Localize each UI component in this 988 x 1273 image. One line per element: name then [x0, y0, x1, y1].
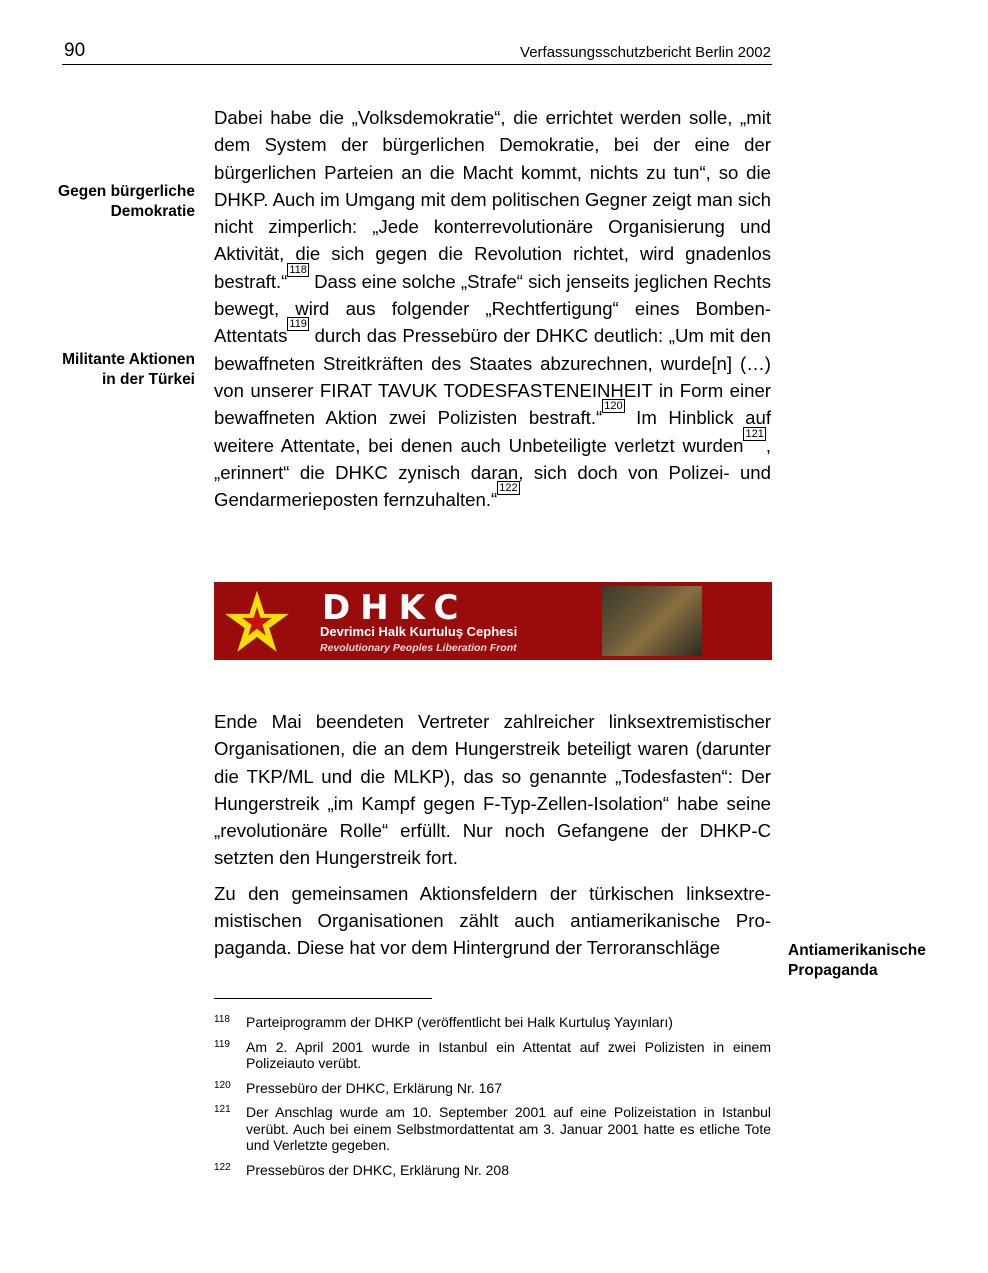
banner-subtitle: Devrimci Halk Kurtuluş Cephesi	[320, 624, 518, 639]
footnote-text: Parteiprogramm der DHKP (veröffentlicht bei Halk Kurtuluş Yayınları)	[246, 1014, 673, 1030]
footnote-text: Pressebüro der DHKC, Erklärung Nr. 167	[246, 1079, 502, 1096]
footnote-number: 122	[214, 1161, 231, 1173]
footnote-text: Der Anschlag wurde am 10. September 2001 auf eine Polizeistation in Istanbul verübt. Auch bei einem Selbstmordattentat am 3. Januar 2001 hatte es etliche Tote und Verletzte gegeben.	[246, 1104, 771, 1153]
footnote-ref[interactable]: 118	[289, 263, 307, 276]
footnote-ref[interactable]: 120	[604, 400, 623, 413]
margin-note-line: Militante Aktionen	[62, 351, 195, 368]
margin-note-line: Propaganda	[788, 962, 878, 979]
footnote	[214, 1162, 771, 1179]
text-run: Dass eine solche „Strafe“ sich jenseits jeglichen Rechts bewegt, wird aus folgender „Rechtfertigung“ eines Bomben-Attentats	[214, 270, 771, 347]
footnote	[214, 1080, 771, 1097]
body-text-lower	[214, 708, 771, 962]
header-rule	[62, 64, 772, 65]
text-run: Im Hinblick auf weitere Attentate, bei denen auch Unbeteiligte verletzt wurden	[214, 407, 771, 456]
footnote-ref[interactable]: 122	[499, 482, 518, 495]
text-run: durch das Pressebüro der DHKC deutlich: „Um mit den bewaffneten Streitkräften des Staates abzurechnen, wurde[n] (…) von unserer FIRAT TAVUK TODESFASTENEINHEIT in Form einer bewaffneten Aktion zwei Polizisten bestraft.“	[214, 325, 771, 429]
banner-tagline: Revolutionary Peoples Liberation Front	[320, 642, 517, 654]
body-text-upper	[214, 104, 771, 513]
footnote-ref[interactable]: 121	[745, 427, 764, 440]
margin-note-line: Demokratie	[110, 203, 195, 220]
footnote	[214, 1014, 771, 1031]
margin-note-militant	[20, 350, 195, 390]
paragraph: Zu den gemeinsamen Aktionsfeldern der türkischen linksextremistischen Organisationen zählt auch antiamerikanische Propaganda. Diese hat vor dem Hintergrund der Terroranschläge	[214, 882, 771, 959]
footnote-number: 120	[214, 1079, 231, 1091]
text-run: Dabei habe die „Volksdemokratie“, die errichtet werden solle, „mit dem System der bürgerlichen Demokratie, bei der eine der bürgerlichen Parteien an die Macht kommt, nichts zu tun“, so die DHKP. Auch im Umgang mit dem politischen Gegner zeigt man sich nicht zimperlich: „Jede konterrevolutionäre Organisierung und Aktivität, die sich gegen die Revolution richtet, wird gnadenlos bestraft.“	[214, 107, 771, 292]
footnote	[214, 1039, 771, 1072]
footnote-text: Pressebüros der DHKC, Erklärung Nr. 208	[246, 1161, 509, 1178]
footnote-number: 121	[214, 1104, 231, 1115]
page-number: 90	[64, 40, 86, 61]
footnote-number: 119	[214, 1038, 230, 1050]
paragraph: Ende Mai beendeten Vertreter zahlreicher linksextremistischer Organisationen, die an dem Hungerstreik beteiligt waren (darunter die TKP/ML und die MLKP), das so genannte „Todesfasten“: Der Hungerstreik „im Kampf gegen F-Typ-Zellen-Isolation“ habe seine „revolutionäre Rolle“ erfüllt. Nur noch Gefangene der DHKP-C setzten den Hungerstreik fort.	[214, 711, 771, 869]
running-head: Verfassungsschutzbericht Berlin 2002	[520, 44, 771, 61]
footnote-number: 118	[214, 1014, 230, 1025]
margin-note-antiamerican	[788, 941, 988, 981]
footnotes	[214, 1014, 771, 1186]
banner-title: DHKC	[322, 588, 469, 628]
margin-note-line: Antiamerikanische	[788, 942, 926, 959]
footnote-rule	[214, 998, 432, 999]
text-run: , „erinnert“ die DHKC zynisch daran, sich doch von Polizei- und Gendarmerieposten fernzuhalten.“	[214, 434, 771, 511]
footnote-ref[interactable]: 119	[289, 318, 307, 331]
dhkc-banner	[214, 582, 772, 660]
footnote-text: Am 2. April 2001 wurde in Istanbul ein Attentat auf zwei Polizisten in einem Polizeiauto verübt.	[246, 1038, 771, 1071]
star-icon	[222, 588, 292, 656]
margin-note-democracy	[20, 182, 195, 222]
footnote	[214, 1104, 771, 1154]
margin-note-line: Gegen bürgerliche	[58, 183, 195, 200]
margin-note-line: in der Türkei	[101, 371, 195, 388]
banner-photo	[602, 586, 702, 656]
paragraph	[214, 104, 771, 513]
